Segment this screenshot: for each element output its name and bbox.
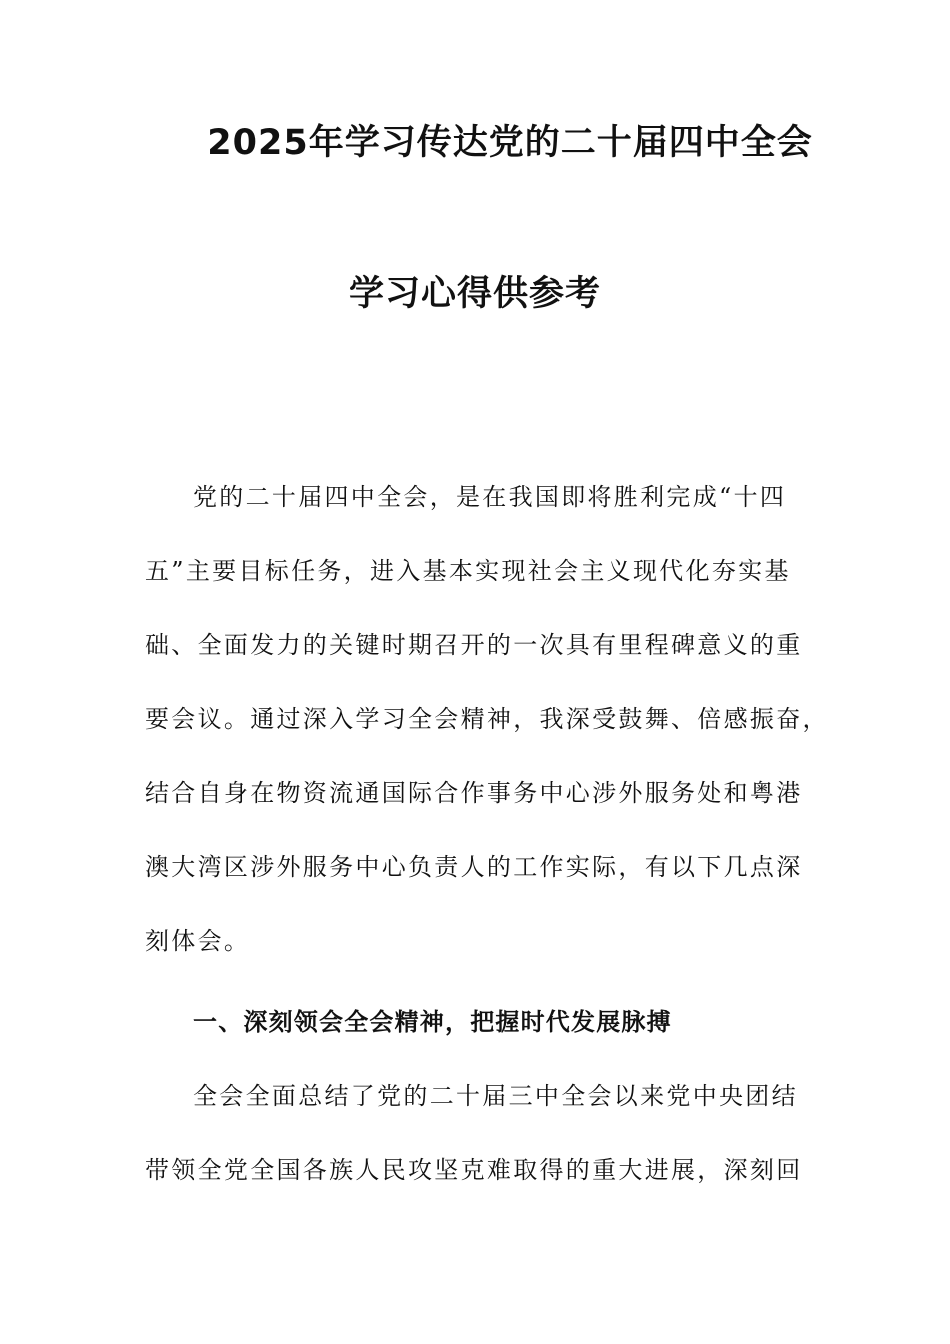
paragraph-line: 五”主要目标任务，进入基本实现社会主义现代化夯实基 (145, 557, 791, 585)
paragraph-line: 刻体会。 (145, 927, 251, 955)
paragraph-line: 结合自身在物资流通国际合作事务中心涉外服务处和粤港 (145, 779, 803, 807)
paragraph-line: 带领全党全国各族人民攻坚克难取得的重大进展，深刻回 (145, 1156, 803, 1184)
paragraph-line: 要会议。通过深入学习全会精神，我深受鼓舞、倍感振奋， (145, 705, 829, 733)
document-title-line-2: 学习心得供参考 (348, 274, 601, 314)
paragraph-line: 全会全面总结了党的二十届三中全会以来党中央团结 (193, 1082, 798, 1110)
paragraph-line: 澳大湾区涉外服务中心负责人的工作实际，有以下几点深 (145, 853, 803, 881)
section-heading: 一、深刻领会全会精神，把握时代发展脉搏 (193, 1008, 672, 1036)
paragraph-line: 党的二十届四中全会，是在我国即将胜利完成“十四 (193, 483, 787, 511)
paragraph-line: 础、全面发力的关键时期召开的一次具有里程碑意义的重 (145, 631, 803, 659)
document-title-line-1: 2025年学习传达党的二十届四中全会 (207, 123, 813, 163)
